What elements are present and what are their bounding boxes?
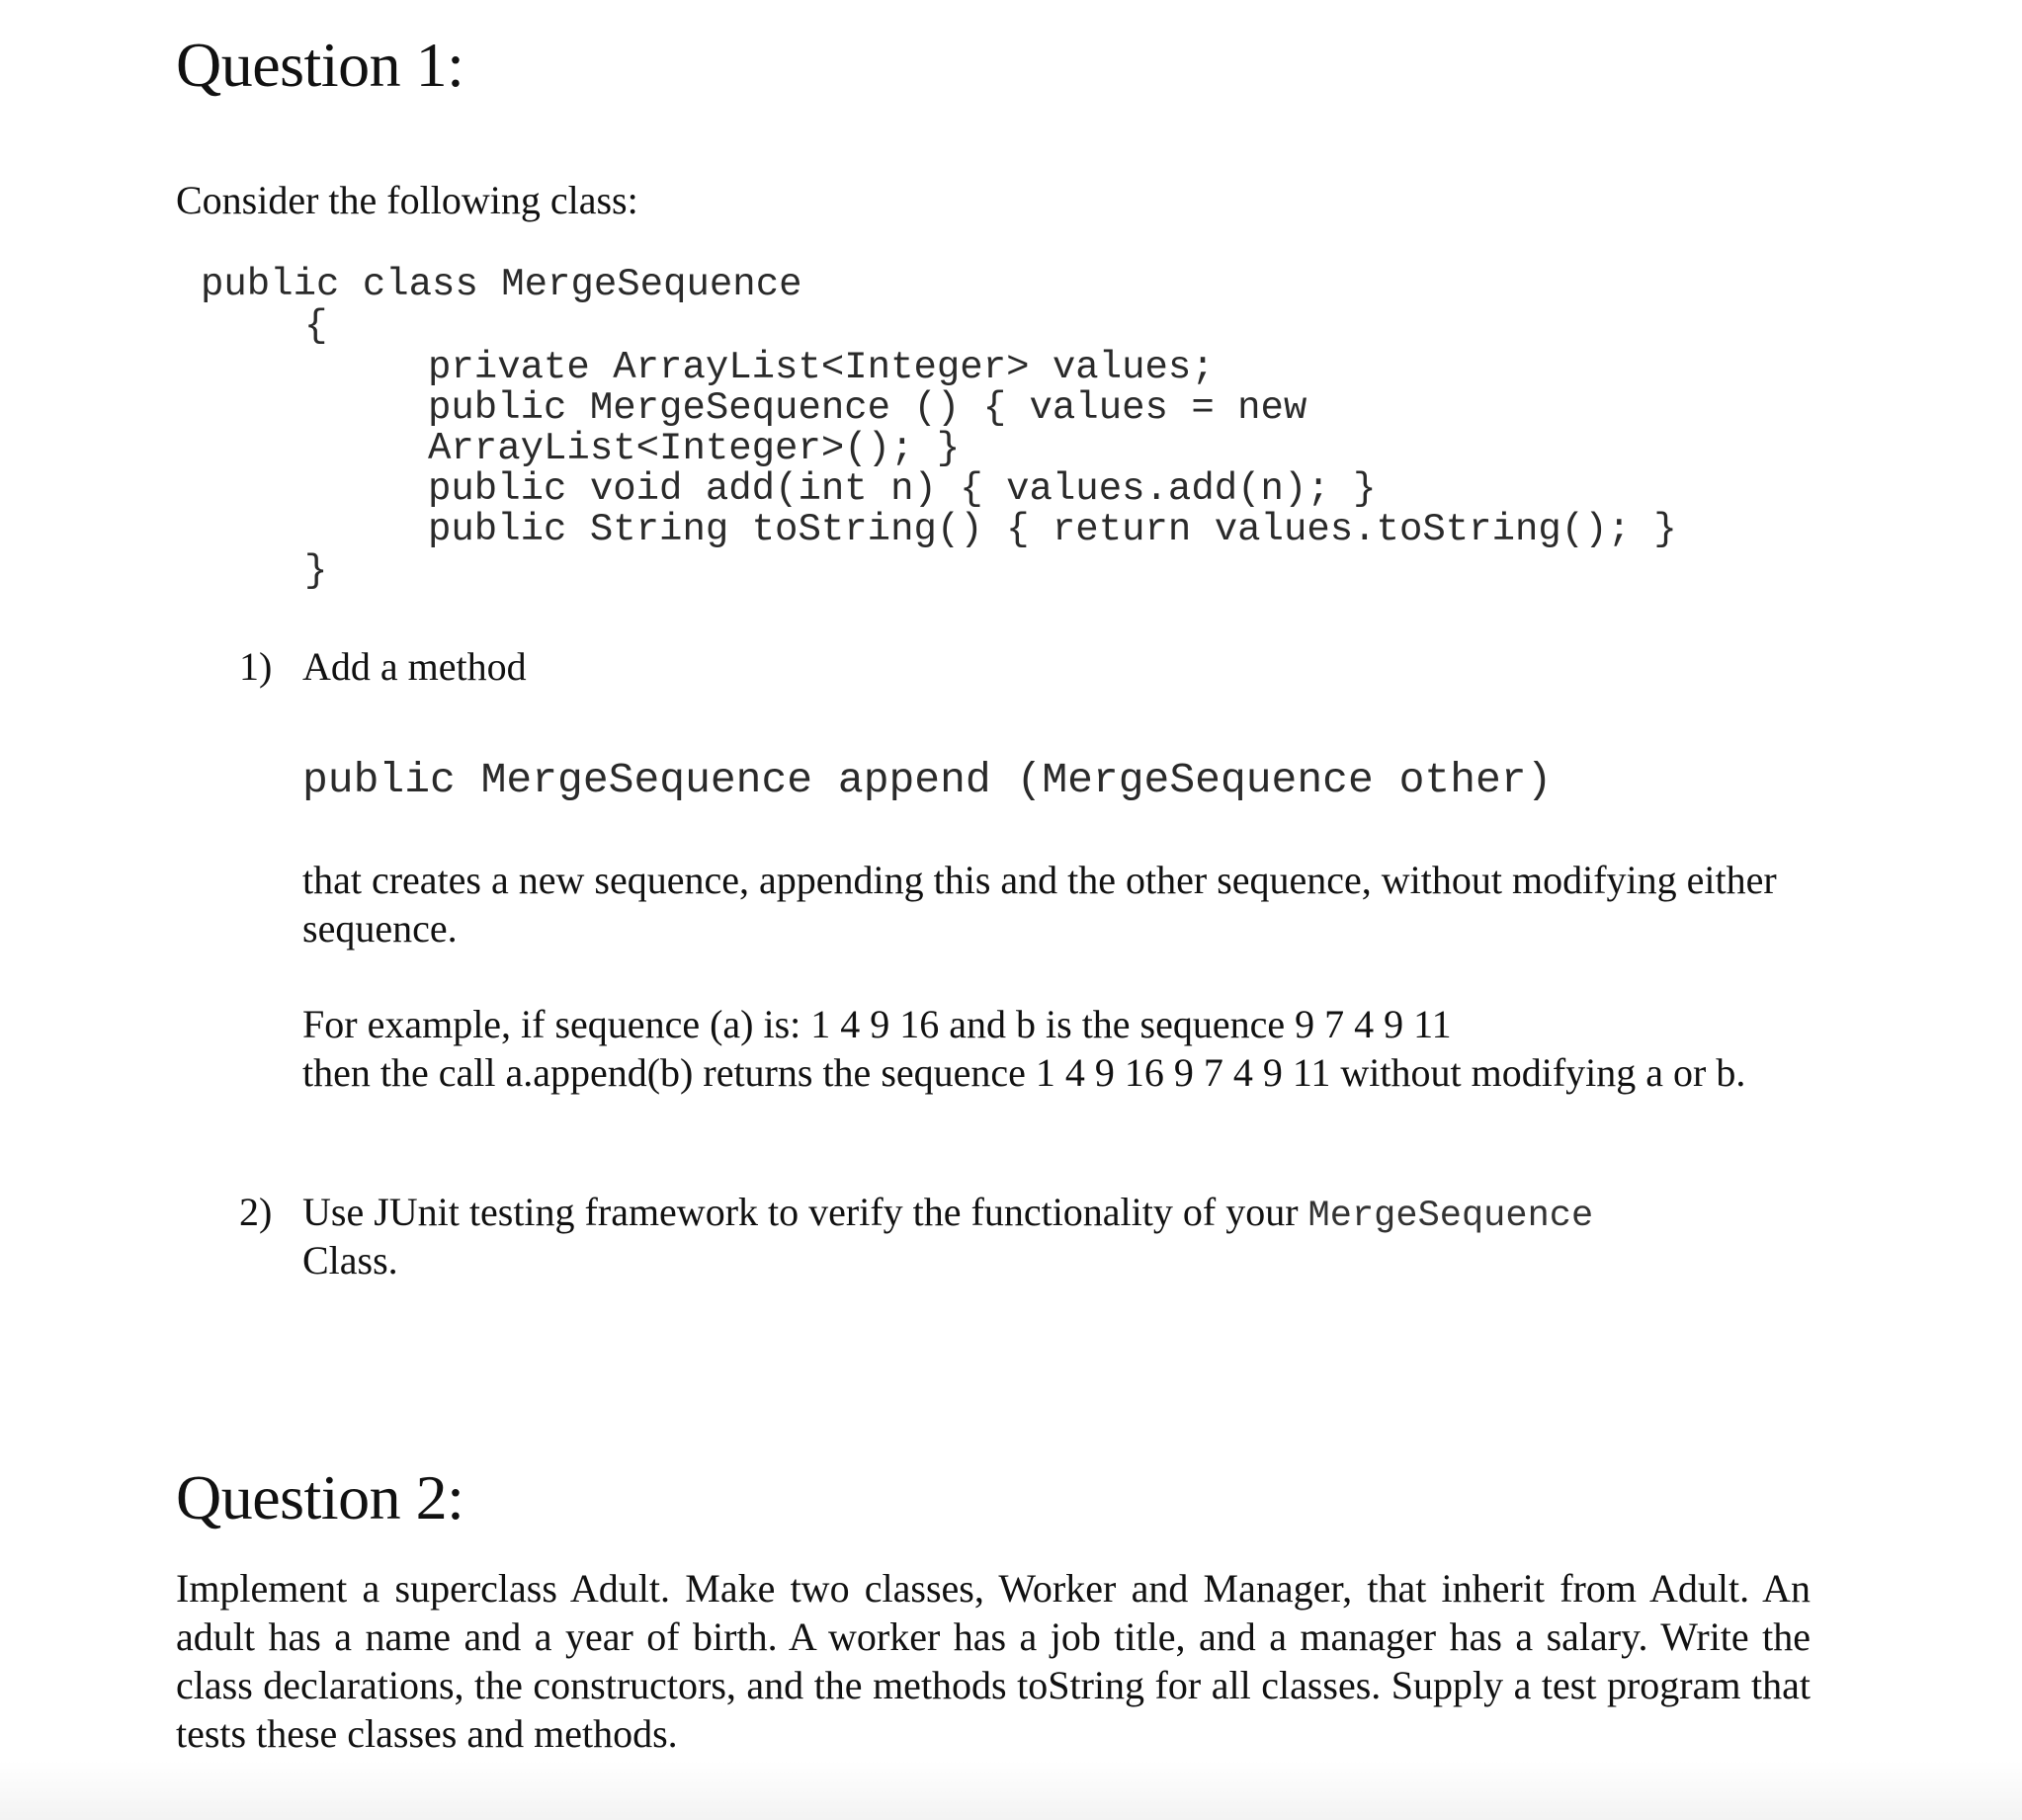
code-class-declaration: public class MergeSequence xyxy=(201,263,802,306)
item-1-example-line-2: then the call a.append(b) returns the sequence 1 4 9 16 9 7 4 9 11 without modifying a or b. xyxy=(302,1050,1746,1095)
method-signature: public MergeSequence append (MergeSequence other) xyxy=(302,756,1553,804)
item-2-number: 2) xyxy=(239,1190,273,1234)
item-2-text-before: Use JUnit testing framework to verify the functionality of your xyxy=(302,1190,1308,1234)
item-2-text xyxy=(302,1188,1593,1241)
code-close-brace: } xyxy=(304,549,328,593)
code-line-constructor: public MergeSequence () { values = new xyxy=(428,386,1307,430)
code-line-tostring-method: public String toString() { return values.toString(); } xyxy=(428,508,1677,551)
item-2-code-word: MergeSequence xyxy=(1307,1196,1594,1237)
page-bottom-shadow xyxy=(0,1761,2022,1820)
item-2-text-after: Class. xyxy=(302,1238,398,1282)
question-2-heading: Question 2: xyxy=(176,1462,464,1532)
code-open-brace: { xyxy=(304,304,328,348)
item-1-number: 1) xyxy=(239,644,273,689)
question-2-body: Implement a superclass Adult. Make two classes, Worker and Manager, that inherit from Adult. An adult has a name and a year of birth. A worker has a job title, and a manager has a salary. Write the class declarations, the constructors, and the methods toString for all classes. Supply a test program that tests these classes and methods. xyxy=(176,1566,1811,1756)
item-1-description: that creates a new sequence, appending this and the other sequence, without modifying either sequence. xyxy=(302,858,1777,951)
code-line-constructor-cont: ArrayList<Integer>(); } xyxy=(428,427,961,470)
item-1-example-line-1: For example, if sequence (a) is: 1 4 9 16 and b is the sequence 9 7 4 9 11 xyxy=(302,1002,1452,1046)
item-1-title: Add a method xyxy=(302,644,527,689)
question-1-heading: Question 1: xyxy=(176,30,464,100)
code-line-add-method: public void add(int n) { values.add(n); } xyxy=(428,467,1377,511)
code-line-fields: private ArrayList<Integer> values; xyxy=(428,346,1215,389)
question-1-intro: Consider the following class: xyxy=(176,178,638,222)
